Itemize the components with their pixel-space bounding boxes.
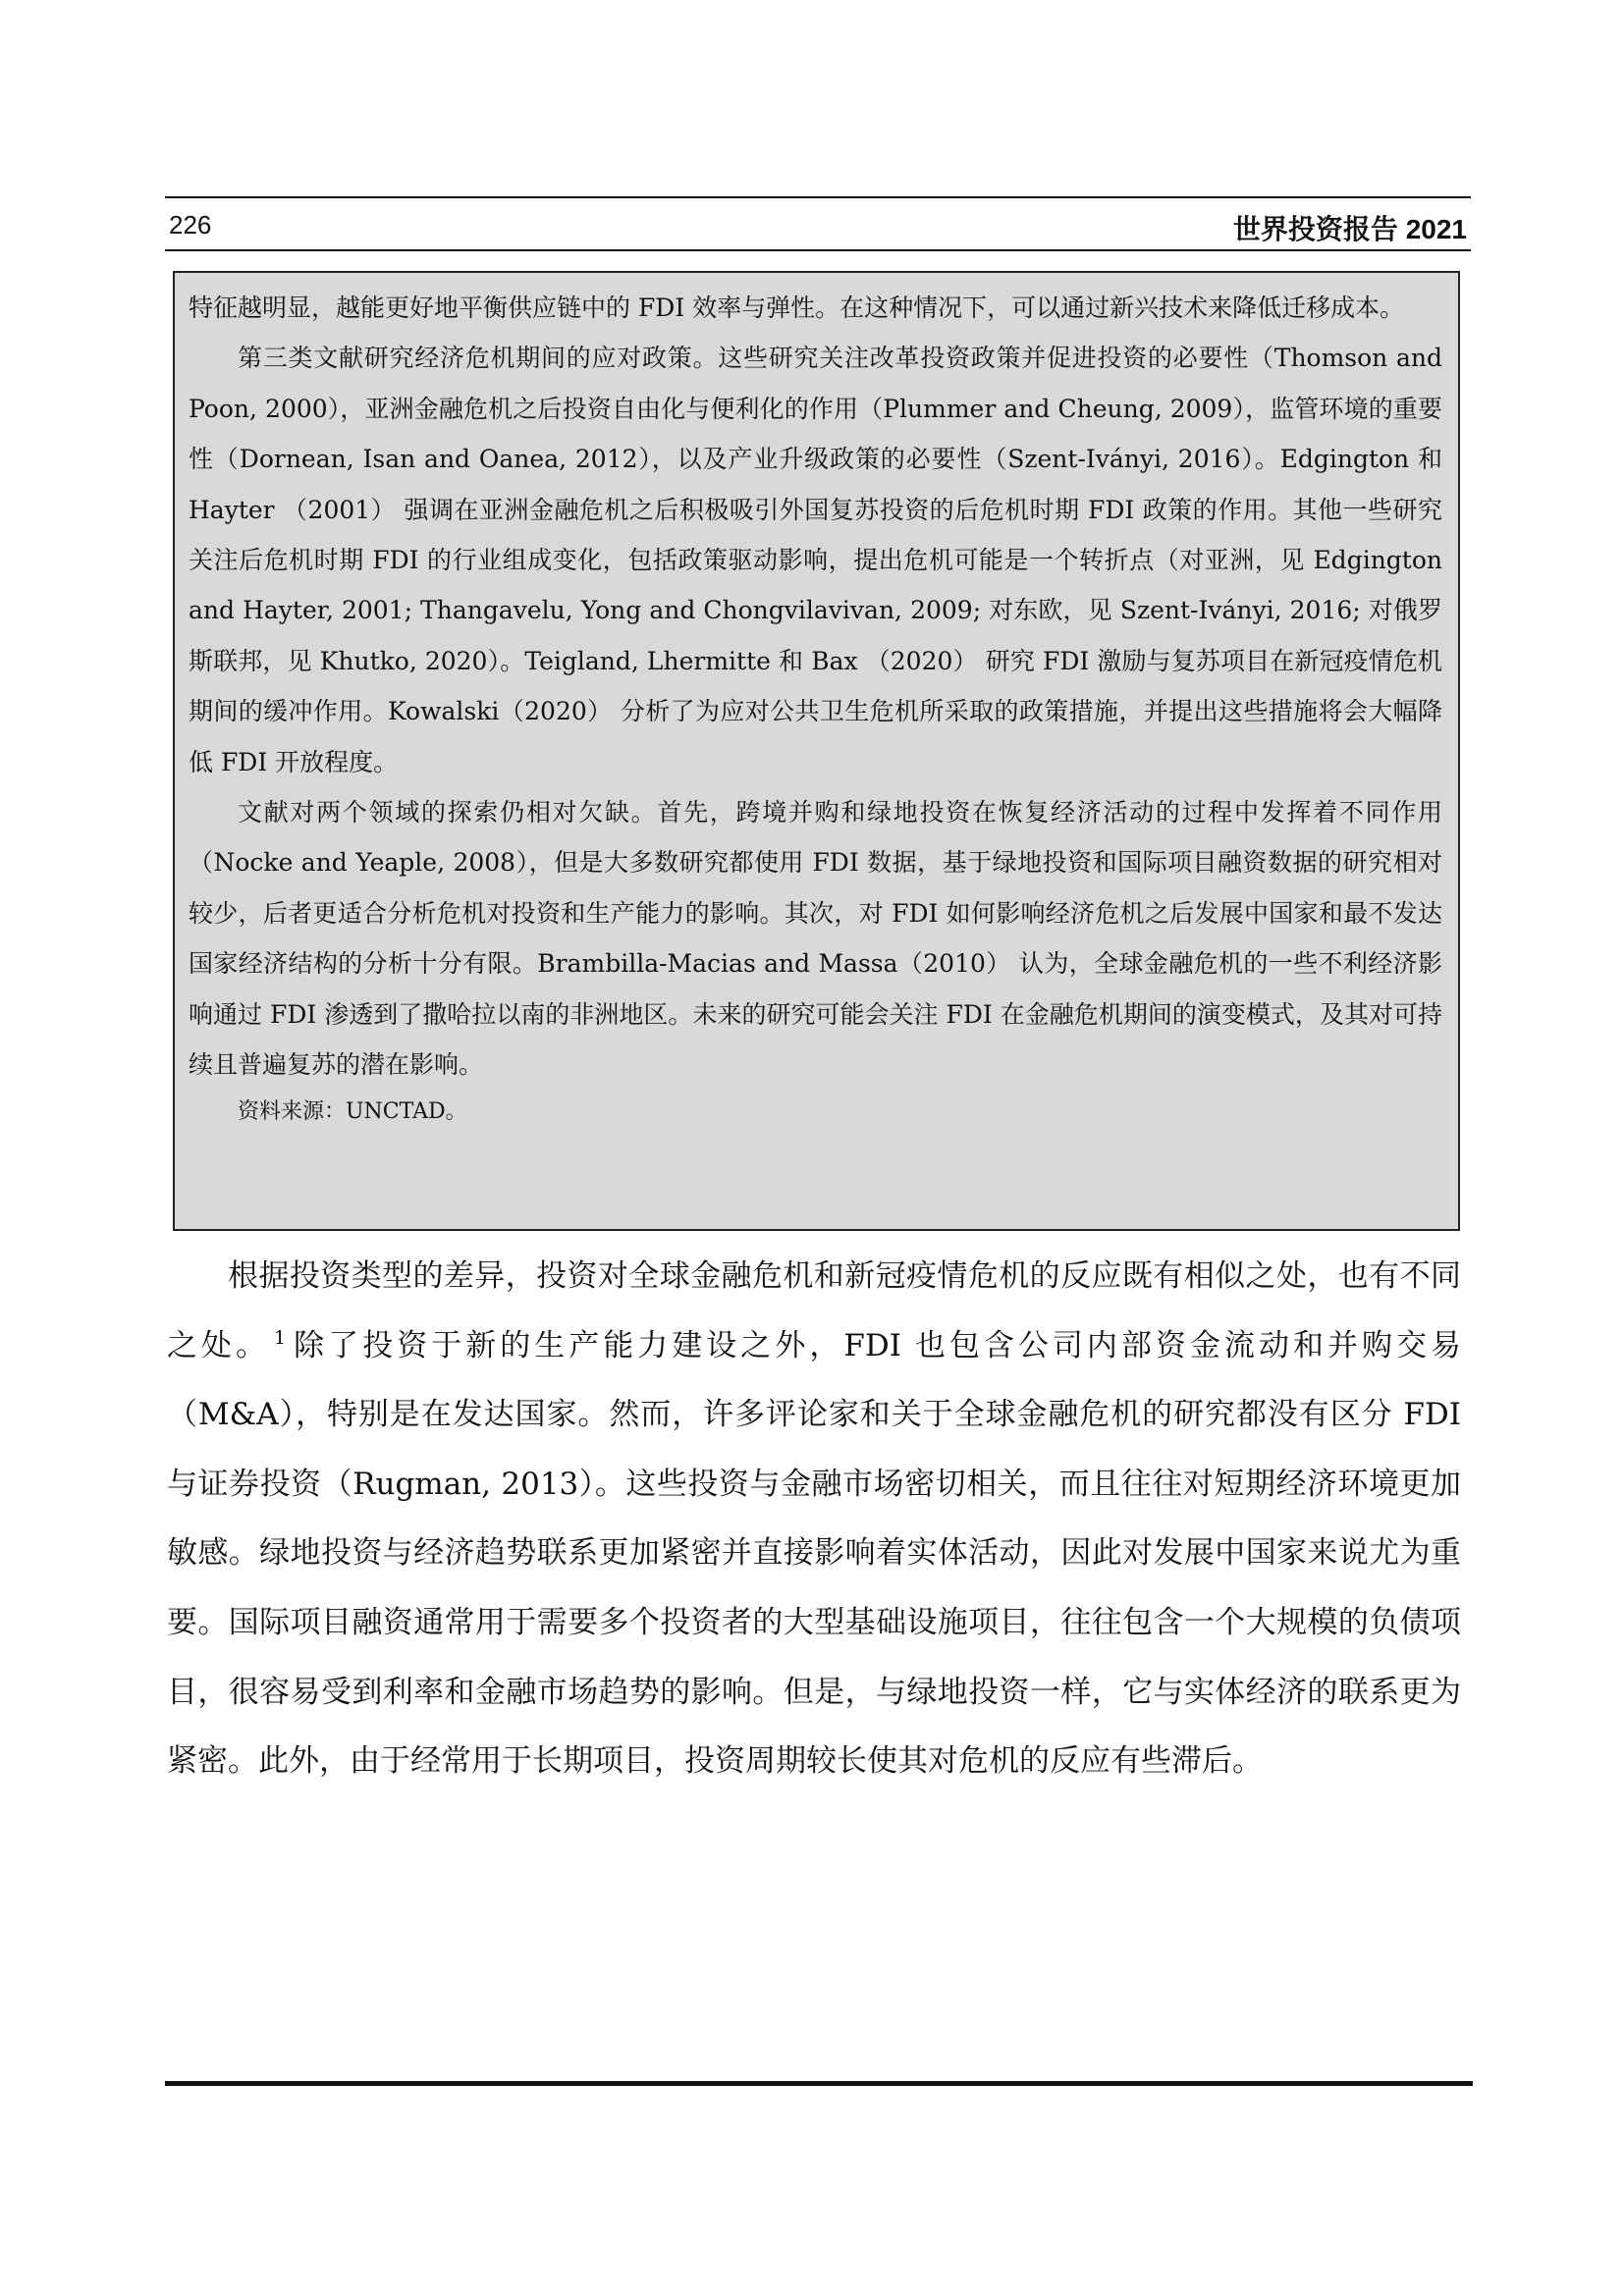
page-number: 226 <box>169 210 212 240</box>
page-header <box>165 196 1471 251</box>
box-paragraph-2: 第三类文献研究经济危机期间的应对政策。这些研究关注改革投资政策并促进投资的必要性（Thomson and Poon, 2000），亚洲金融危机之后投资自由化与便利化的作用（Plummer and Cheung, 2009），监管环境的重要性（Dornean, Isan and Oanea, 2012），以及产业升级政策的必要性（Szent-Iványi, 2016）。Edgington 和 Hayter （2001） 强调在亚洲金融危机之后积极吸引外国复苏投资的后危机时期 FDI 政策的作用。其他一些研究关注后危机时期 FDI 的行业组成变化，包括政策驱动影响，提出危机可能是一个转折点（对亚洲，见 Edgington and Hayter, 2001; Thangavelu, Yong and Chongvilavivan, 2009; 对东欧，见 Szent-Iványi, 2016; 对俄罗斯联邦，见 Khutko, 2020）。Teigland, Lhermitte 和 Bax （2020） 研究 FDI 激励与复苏项目在新冠疫情危机期间的缓冲作用。Kowalski（2020） 分析了为应对公共卫生危机所采取的政策措施，并提出这些措施将会大幅降低 FDI 开放程度。 <box>189 344 1442 776</box>
box-source-note: 资料来源：UNCTAD。 <box>238 1098 467 1124</box>
footnote-marker[interactable]: 1 <box>274 1327 287 1350</box>
body-paragraph <box>167 1242 1461 1796</box>
main-body <box>167 1242 1461 1796</box>
body-text-part-1: 根据投资类型的差异，投资对全球金融危机和新冠疫情危机的反应既有相似之处，也有不同之处。 <box>167 1258 1461 1363</box>
box-paragraph-3: 文献对两个领域的探索仍相对欠缺。首先，跨境并购和绿地投资在恢复经济活动的过程中发挥着不同作用（Nocke and Yeaple, 2008），但是大多数研究都使用 FDI 数据，基于绿地投资和国际项目融资数据的研究相对较少，后者更适合分析危机对投资和生产能力的影响。其次，对 FDI 如何影响经济危机之后发展中国家和最不发达国家经济结构的分析十分有限。Brambilla-Macias and Massa（2010） 认为，全球金融危机的一些不利经济影响通过 FDI 渗透到了撒哈拉以南的非洲地区。未来的研究可能会关注 FDI 在金融危机期间的演变模式，及其对可持续且普遍复苏的潜在影响。 <box>189 798 1442 1080</box>
box-paragraph-1: 特征越明显，越能更好地平衡供应链中的 FDI 效率与弹性。在这种情况下，可以通过新兴技术来降低迁移成本。 <box>189 294 1405 322</box>
literature-box <box>173 271 1460 1231</box>
report-title: 世界投资报告 2021 <box>1232 214 1467 244</box>
footer-rule <box>165 2081 1473 2086</box>
body-text-part-2: 除了投资于新的生产能力建设之外，FDI 也包含公司内部资金流动和并购交易（M&A），特别是在发达国家。然而，许多评论家和关于全球金融危机的研究都没有区分 FDI 与证券投资（Rugman, 2013）。这些投资与金融市场密切相关，而且往往对短期经济环境更加敏感。绿地投资与经济趋势联系更加紧密并直接影响着实体活动，因此对发展中国家来说尤为重要。国际项目融资通常用于需要多个投资者的大型基础设施项目，往往包含一个大规模的负债项目，很容易受到利率和金融市场趋势的影响。但是，与绿地投资一样，它与实体经济的联系更为紧密。此外，由于经常用于长期项目，投资周期较长使其对危机的反应有些滞后。 <box>167 1327 1462 1780</box>
